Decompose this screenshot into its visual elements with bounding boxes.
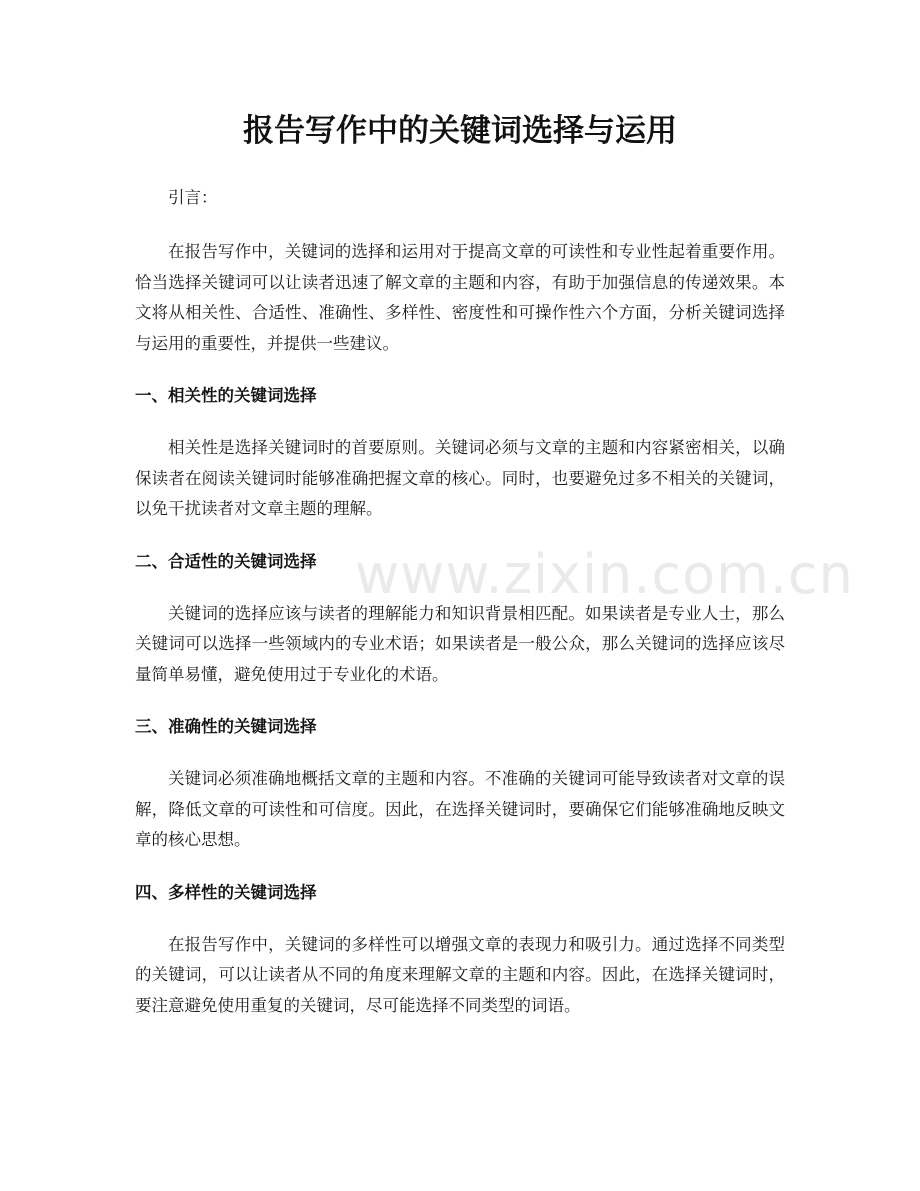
section-heading-accuracy: 三、准确性的关键词选择 bbox=[135, 717, 317, 736]
document-body bbox=[135, 183, 785, 1043]
section-paragraph-accuracy: 关键词必须准确地概括文章的主题和内容。不准确的关键词可能导致读者对文章的误解，降低文章的可读性和可信度。因此，在选择关键词时，要确保它们能够准确地反映文章的核心思想。 bbox=[135, 769, 785, 849]
intro-label: 引言： bbox=[168, 188, 218, 207]
intro-paragraph: 在报告写作中，关键词的选择和运用对于提高文章的可读性和专业性起着重要作用。恰当选择关键词可以让读者迅速了解文章的主题和内容，有助于加强信息的传递效果。本文将从相关性、合适性、准确性、多样性、密度性和可操作性六个方面，分析关键词选择与运用的重要性，并提供一些建议。 bbox=[135, 242, 785, 353]
section-heading-diversity: 四、多样性的关键词选择 bbox=[135, 882, 317, 902]
section-paragraph-suitability: 关键词的选择应该与读者的理解能力和知识背景相匹配。如果读者是专业人士，那么关键词可以选择一些领域内的专业术语；如果读者是一般公众，那么关键词的选择应该尽量简单易懂，避免使用过于专业化的术语。 bbox=[135, 603, 785, 684]
watermark: www.zixin.com.cn bbox=[355, 543, 854, 606]
section-paragraph-diversity: 在报告写作中，关键词的多样性可以增强文章的表现力和吸引力。通过选择不同类型的关键词，可以让读者从不同的角度来理解文章的主题和内容。因此，在选择关键词时，要注意避免使用重复的关键词，尽可能选择不同类型的词语。 bbox=[135, 934, 785, 1015]
section-heading-suitability: 二、合适性的关键词选择 bbox=[135, 551, 317, 571]
section-heading-relevance: 一、相关性的关键词选择 bbox=[135, 386, 317, 405]
section-paragraph-relevance: 相关性是选择关键词时的首要原则。关键词必须与文章的主题和内容紧密相关，以确保读者在阅读关键词时能够准确把握文章的核心。同时，也要避免过多不相关的关键词，以免干扰读者对文章主题的理解。 bbox=[135, 438, 785, 518]
page-title: 报告写作中的关键词选择与运用 bbox=[243, 113, 677, 149]
